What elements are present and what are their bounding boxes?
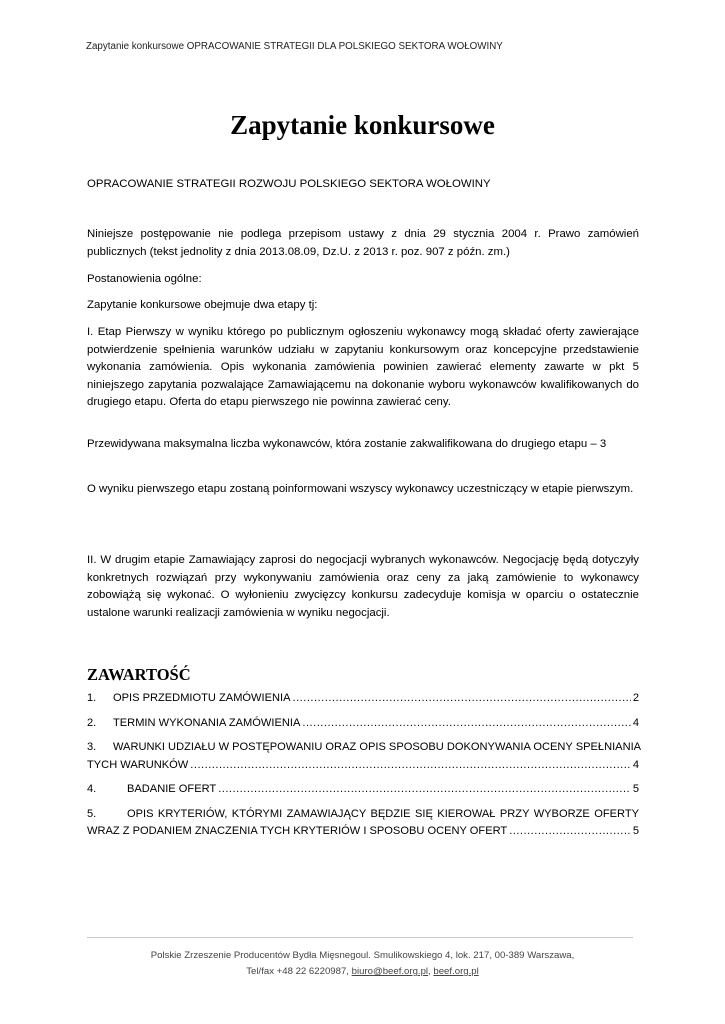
toc-entry-number: 5. — [87, 807, 97, 820]
toc-entry-label: BADANIE OFERT — [127, 783, 217, 795]
toc-entry-number: 1. — [87, 692, 97, 704]
running-header: Zapytanie konkursowe OPRACOWANIE STRATEGII DLA POLSKIEGO SEKTORA WOŁOWINY — [86, 41, 503, 52]
footer-address: Polskie Zrzeszenie Producentów Bydła Mięsnegoul. Smulikowskiego 4, lok. 217, 00-389 Warszawa, — [150, 950, 575, 961]
footer-divider — [87, 937, 633, 938]
paragraph-legal-basis: Niniejsze postępowanie nie podlega przepisom ustawy z dnia 29 stycznia 2004 r. Prawo zamówień publicznych (tekst jednolity z dnia 2013.08.09, Dz.U. z 2013 r. poz. 907 z późn. zm.) — [87, 228, 639, 258]
paragraph-max-contractors: Przewidywana maksymalna liczba wykonawców, która zostanie zakwalifikowana do drugiego etapu – 3 — [87, 438, 607, 450]
document-title: Zapytanie konkursowe — [230, 110, 495, 140]
footer-website-link[interactable]: beef.org.pl — [433, 966, 479, 977]
document-subtitle: OPRACOWANIE STRATEGII ROZWOJU POLSKIEGO SEKTORA WOŁOWINY — [87, 178, 491, 190]
toc-entry-second-line — [87, 757, 639, 775]
toc-entry-2[interactable] — [87, 715, 639, 733]
toc-leader-dots — [293, 690, 631, 708]
paragraph-stage-one-results: O wyniku pierwszego etapu zostaną poinformowani wszyscy wykonawcy uczestniczący w etapie pierwszym. — [87, 483, 634, 495]
toc-entry-number: 3. — [87, 741, 97, 753]
toc-entry-number: 4. — [87, 783, 97, 795]
toc-entry-label: OPIS PRZEDMIOTU ZAMÓWIENIA — [113, 692, 291, 704]
toc-entry-page: 5 — [632, 825, 639, 837]
toc-entry-4[interactable] — [87, 781, 639, 799]
toc-entry-second-line — [87, 823, 639, 841]
paragraph-stage-two: II. W drugim etapie Zamawiający zaprosi do negocjacji wybranych wykonawców. Negocjację będą dotyczyły konkretnych rozwiązań przy wykonywaniu zamówienia oraz ceny za jaką zamówienie to wykonawcy zobowiążą się wykonać. O wyłonieniu zwycięzcy konkursu zadecyduje komisja w oparciu o ostatecznie ustalone warunki realizacji zamówienia w wyniku negocjacji. — [87, 554, 639, 619]
footer-separator: , — [428, 966, 431, 977]
paragraph-stages-intro: Zapytanie konkursowe obejmuje dwa etapy tj: — [87, 299, 318, 311]
toc-entry-label: OPIS KRYTERIÓW, KTÓRYMI ZAMAWIAJĄCY BĘDZIE SIĘ KIEROWAŁ PRZY WYBORZE OFERTY — [127, 807, 639, 820]
toc-entry-page: 2 — [632, 692, 639, 704]
toc-leader-dots — [190, 757, 631, 775]
toc-entry-5[interactable] — [87, 806, 639, 841]
footer-phone: Tel/fax +48 22 6220987, — [246, 966, 349, 977]
toc-entry-1[interactable] — [87, 690, 639, 708]
toc-leader-dots — [509, 823, 631, 841]
toc-entry-first-line — [87, 806, 639, 824]
toc-entry-first-line — [87, 739, 642, 757]
toc-entry-page: 4 — [632, 716, 639, 729]
toc-entry-label: TERMIN WYKONANIA ZAMÓWIENIA — [113, 716, 301, 729]
toc-entry-page: 4 — [632, 758, 639, 771]
paragraph-stage-one: I. Etap Pierwszy w wyniku którego po publicznym ogłoszeniu wykonawcy mogą składać oferty zawierające potwierdzenie spełnienia warunków udziału w zapytaniu konkursowym oraz koncepcyjne przedstawienie wykonania zamówienia. Opis wykonania zamówienia powinien zawierać elementy zawarte w pkt 5 niniejszego zapytania pozwalające Zamawiającemu na dokonanie wyboru wykonawców kwalifikowanych do drugiego etapu. Oferta do etapu pierwszego nie powinna zawierać ceny. — [87, 326, 639, 408]
toc-entry-label-cont: TYCH WARUNKÓW — [87, 758, 189, 771]
toc-heading: ZAWARTOŚĆ — [87, 665, 191, 684]
toc-entry-label: WARUNKI UDZIAŁU W POSTĘPOWANIU ORAZ OPIS SPOSOBU DOKONYWANIA OCENY SPEŁNIANIA — [113, 741, 642, 753]
toc-leader-dots — [302, 715, 630, 733]
toc-entry-3[interactable] — [87, 739, 642, 774]
footer-contact — [0, 966, 725, 977]
table-of-contents — [87, 690, 642, 848]
toc-entry-page: 5 — [632, 783, 639, 795]
paragraph-general-provisions: Postanowienia ogólne: — [87, 273, 202, 285]
toc-entry-label-cont: WRAZ Z PODANIEM ZNACZENIA TYCH KRYTERIÓW I SPOSOBU OCENY OFERT — [87, 825, 508, 837]
toc-leader-dots — [218, 781, 631, 799]
toc-entry-number: 2. — [87, 716, 97, 729]
footer-email-link[interactable]: biuro@beef.org.pl — [351, 966, 429, 977]
